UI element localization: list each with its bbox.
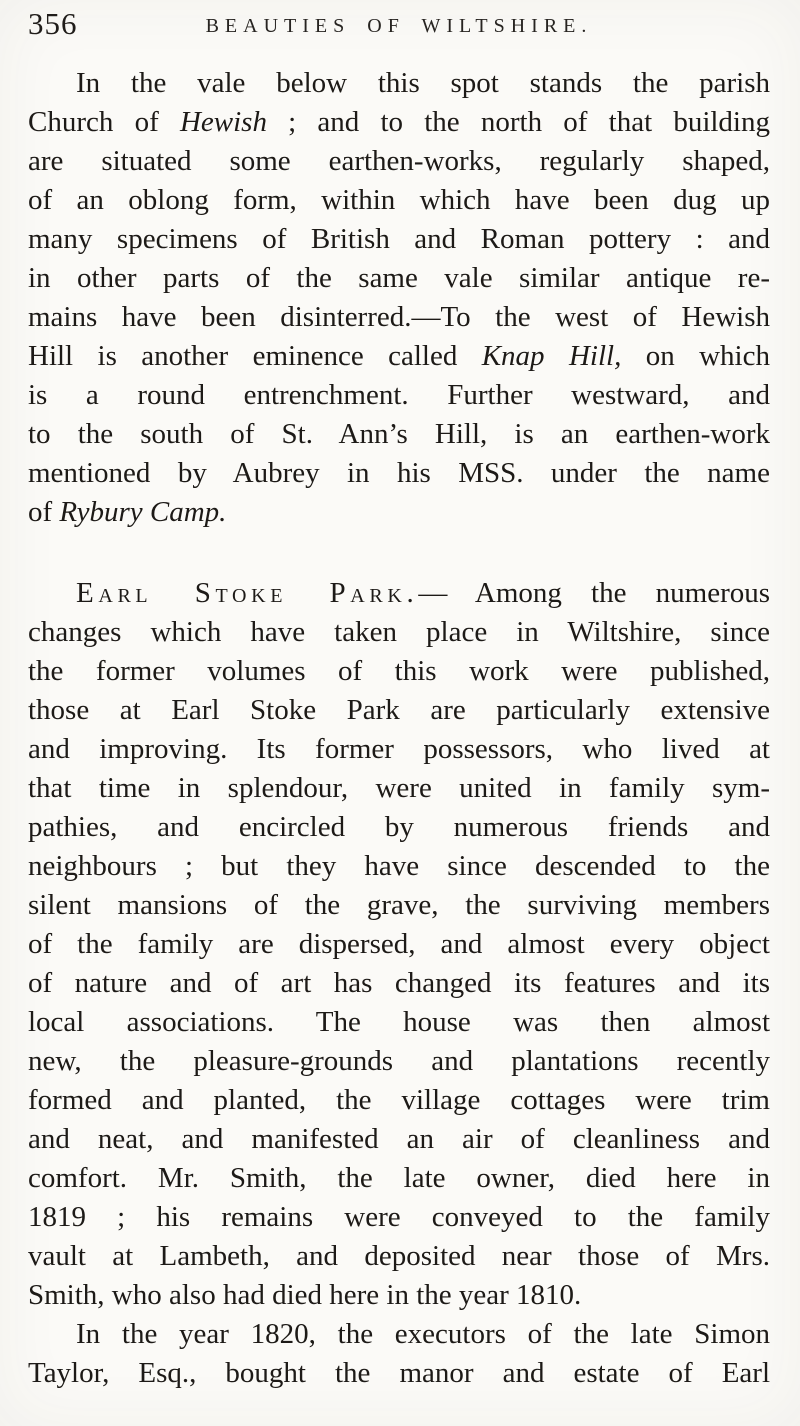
line-text: Church of <box>28 106 180 138</box>
paragraph-year-1820 <box>28 1315 770 1393</box>
text-line: silent mansions of the grave, the surviving members <box>28 889 770 921</box>
text-line: of an oblong form, within which have been dug up <box>28 184 770 216</box>
running-title: BEAUTIES OF WILTSHIRE. <box>205 15 593 37</box>
text-line: and neat, and manifested an air of cleanliness and <box>28 1123 770 1155</box>
text-line: to the south of St. Ann’s Hill, is an earthen-work <box>28 418 770 450</box>
smallcaps-heading: Earl Stoke Park. <box>76 577 419 609</box>
text-line: In the year 1820, the executors of the late Simon <box>76 1318 770 1350</box>
text-line: neighbours ; but they have since descended to the <box>28 850 770 882</box>
text-line: Taylor, Esq., bought the manor and estate of Earl <box>28 1357 770 1389</box>
italic-place-name: Knap Hill, <box>481 340 622 372</box>
text-line <box>28 574 770 613</box>
text-line: and improving. Its former possessors, who lived at <box>28 733 770 765</box>
text-line: mentioned by Aubrey in his MSS. under the name <box>28 457 770 489</box>
paragraph-earl-stoke-park <box>28 574 770 1315</box>
line-text: of <box>28 496 60 528</box>
text-line: in other parts of the same vale similar antique re- <box>28 262 770 294</box>
text-line: mains have been disinterred.—To the west of Hewish <box>28 301 770 333</box>
text-line <box>28 103 770 142</box>
text-line: Smith, who also had died here in the year 1810. <box>28 1279 582 1311</box>
text-line: vault at Lambeth, and deposited near those of Mrs. <box>28 1240 770 1272</box>
text-line: those at Earl Stoke Park are particularly extensive <box>28 694 770 726</box>
italic-place-name: Hewish <box>179 106 267 138</box>
page-text-body <box>28 64 770 1393</box>
line-text: — Among the numerous <box>418 577 771 609</box>
line-text: Hill is another eminence called <box>28 340 482 372</box>
text-line: pathies, and encircled by numerous friends and <box>28 811 770 843</box>
line-text: on which <box>621 340 770 372</box>
text-line: changes which have taken place in Wiltshire, since <box>28 616 770 648</box>
text-line: the former volumes of this work were published, <box>28 655 770 687</box>
text-line <box>28 337 770 376</box>
line-text: ; and to the north of that building <box>266 106 770 138</box>
page-header <box>28 6 770 62</box>
text-line: In the vale below this spot stands the parish <box>76 67 770 99</box>
italic-place-name: Rybury Camp. <box>59 496 227 528</box>
text-line: are situated some earthen-works, regularly shaped, <box>28 145 770 177</box>
text-line: is a round entrenchment. Further westward, and <box>28 379 770 411</box>
text-line: 1819 ; his remains were conveyed to the family <box>28 1201 770 1233</box>
text-line: local associations. The house was then almost <box>28 1006 770 1038</box>
text-line: of the family are dispersed, and almost every object <box>28 928 770 960</box>
page-number: 356 <box>28 6 78 41</box>
text-line: comfort. Mr. Smith, the late owner, died here in <box>28 1162 770 1194</box>
text-line <box>28 493 770 532</box>
text-line: many specimens of British and Roman pottery : and <box>28 223 770 255</box>
text-line: of nature and of art has changed its features and its <box>28 967 770 999</box>
paragraph-hewish <box>28 64 770 532</box>
text-line: new, the pleasure-grounds and plantations recently <box>28 1045 770 1077</box>
text-line: formed and planted, the village cottages were trim <box>28 1084 770 1116</box>
text-line: that time in splendour, were united in family sym- <box>28 772 770 804</box>
